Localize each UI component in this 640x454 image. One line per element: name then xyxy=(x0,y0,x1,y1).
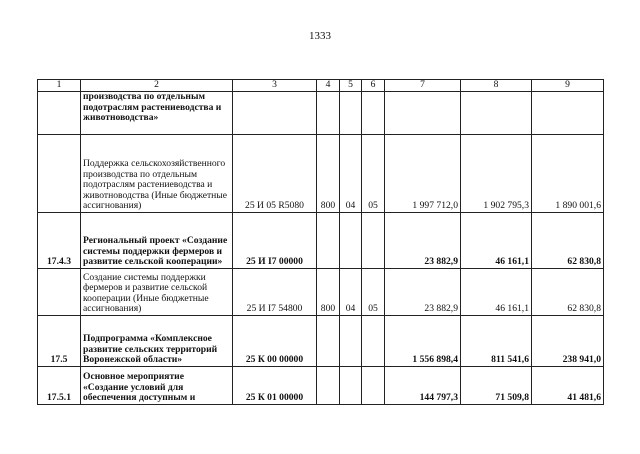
target-code: 25 И I7 00000 xyxy=(233,213,317,269)
amount-year-1: 1 997 712,0 xyxy=(385,135,461,213)
table-row xyxy=(38,92,604,135)
amount-year-1: 1 556 898,4 xyxy=(385,316,461,367)
row-description: Основное мероприятие «Создание условий для обеспечения доступным и xyxy=(81,367,233,405)
amount-year-3: 41 481,6 xyxy=(532,367,604,405)
amount-year-2: 46 161,1 xyxy=(461,269,532,316)
amount-year-1: 23 882,9 xyxy=(385,213,461,269)
row-number: 17.4.3 xyxy=(38,213,81,269)
subsection xyxy=(362,316,385,367)
row-number: 17.5 xyxy=(38,316,81,367)
table-row xyxy=(38,135,604,213)
amount-year-3 xyxy=(532,92,604,135)
section: 04 xyxy=(340,269,362,316)
row-description: производства по отдельным подотраслям растениеводства и животноводства» xyxy=(81,92,233,135)
amount-year-1: 144 797,3 xyxy=(385,367,461,405)
section xyxy=(340,213,362,269)
amount-year-3: 1 890 001,6 xyxy=(532,135,604,213)
table-header-row xyxy=(38,80,604,92)
amount-year-3: 62 830,8 xyxy=(532,213,604,269)
expense-type xyxy=(317,316,340,367)
row-description: Создание системы поддержки фермеров и развитие сельской кооперации (Иные бюджетные ассигнования) xyxy=(81,269,233,316)
table-row xyxy=(38,316,604,367)
column-header: 3 xyxy=(233,80,317,92)
subsection xyxy=(362,213,385,269)
column-header: 2 xyxy=(81,80,233,92)
row-number xyxy=(38,92,81,135)
amount-year-2: 811 541,6 xyxy=(461,316,532,367)
amount-year-3: 62 830,8 xyxy=(532,269,604,316)
section xyxy=(340,367,362,405)
column-header: 9 xyxy=(532,80,604,92)
row-description: Подпрограмма «Комплексное развитие сельских территорий Воронежской области» xyxy=(81,316,233,367)
row-description: Региональный проект «Создание системы поддержки фермеров и развитие сельской кооперации» xyxy=(81,213,233,269)
table-row xyxy=(38,213,604,269)
target-code: 25 И I7 54800 xyxy=(233,269,317,316)
amount-year-2: 1 902 795,3 xyxy=(461,135,532,213)
column-header: 6 xyxy=(362,80,385,92)
amount-year-2: 46 161,1 xyxy=(461,213,532,269)
budget-table xyxy=(37,79,604,405)
amount-year-1 xyxy=(385,92,461,135)
column-header: 7 xyxy=(385,80,461,92)
section xyxy=(340,92,362,135)
column-header: 8 xyxy=(461,80,532,92)
target-code xyxy=(233,92,317,135)
expense-type: 800 xyxy=(317,269,340,316)
target-code: 25 И 05 R5080 xyxy=(233,135,317,213)
amount-year-3: 238 941,0 xyxy=(532,316,604,367)
column-header: 4 xyxy=(317,80,340,92)
expense-type xyxy=(317,213,340,269)
table-row xyxy=(38,367,604,405)
amount-year-2: 71 509,8 xyxy=(461,367,532,405)
subsection: 05 xyxy=(362,135,385,213)
page-number: 1333 xyxy=(309,30,331,42)
target-code: 25 К 00 00000 xyxy=(233,316,317,367)
row-description: Поддержка сельскохозяйственного производства по отдельным подотраслям растениеводства и животноводства (Иные бюджетные ассигнования) xyxy=(81,135,233,213)
expense-type xyxy=(317,367,340,405)
table-row xyxy=(38,269,604,316)
expense-type: 800 xyxy=(317,135,340,213)
row-number xyxy=(38,135,81,213)
target-code: 25 К 01 00000 xyxy=(233,367,317,405)
row-number: 17.5.1 xyxy=(38,367,81,405)
expense-type xyxy=(317,92,340,135)
row-number xyxy=(38,269,81,316)
amount-year-1: 23 882,9 xyxy=(385,269,461,316)
subsection: 05 xyxy=(362,269,385,316)
subsection xyxy=(362,92,385,135)
column-header: 5 xyxy=(340,80,362,92)
subsection xyxy=(362,367,385,405)
amount-year-2 xyxy=(461,92,532,135)
section xyxy=(340,316,362,367)
column-header: 1 xyxy=(38,80,81,92)
section: 04 xyxy=(340,135,362,213)
